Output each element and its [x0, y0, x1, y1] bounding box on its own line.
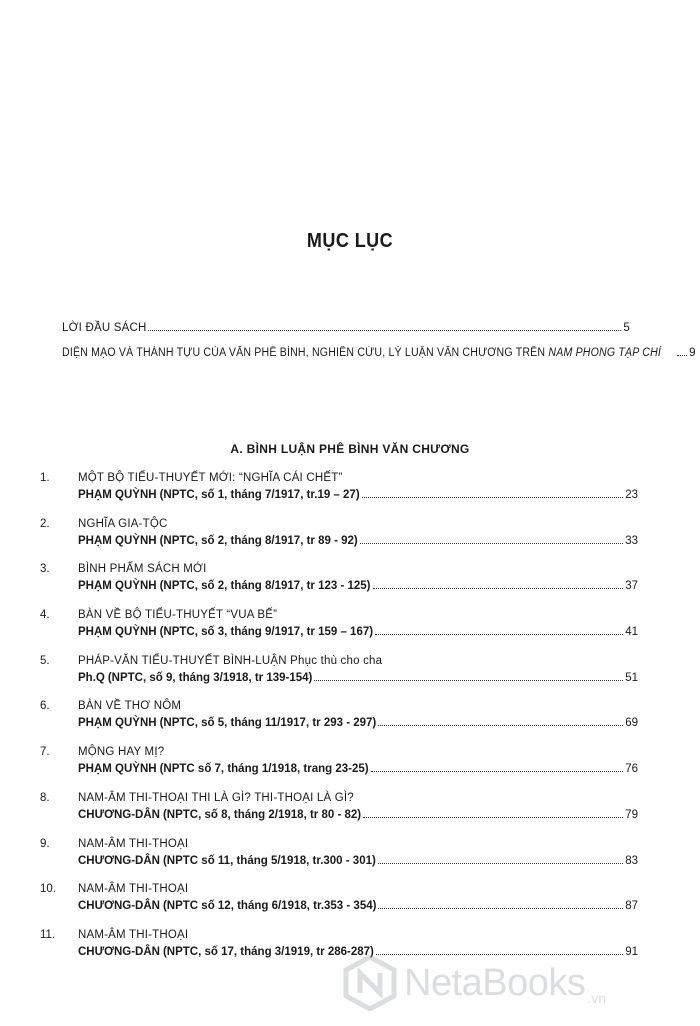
entry-author: PHẠM QUỲNH: [78, 534, 157, 547]
entry-number: 1.: [40, 472, 50, 484]
entry-title: NAM-ÂM THI-THOẠI THI LÀ GÌ? THI-THOẠI LÀ GÌ?: [78, 791, 354, 804]
entry-citation: [78, 489, 638, 501]
entry-title: NAM-ÂM THI-THOẠI: [78, 883, 189, 896]
entry-author: PHẠM QUỲNH: [78, 717, 157, 730]
toc-page-number: 51: [625, 671, 638, 684]
dot-leader: [371, 770, 624, 772]
toc-intro-title: LỜI ĐẦU SÁCH: [62, 322, 147, 334]
dot-leader: [363, 816, 623, 818]
entry-number: 8.: [40, 791, 50, 804]
toc-page-number: 91: [625, 945, 638, 958]
entry-number: 6.: [40, 700, 50, 713]
entry-title: MỘNG HAY MỊ?: [78, 746, 165, 759]
entry-author: PHẠM QUỲNH: [78, 763, 157, 776]
entry-author: CHƯƠNG-DÂN: [78, 808, 160, 821]
toc-page-number: 76: [625, 763, 638, 776]
page-title: MỤC LỤC: [306, 230, 394, 252]
entry-number: 9.: [40, 837, 50, 850]
entry-citation: [78, 855, 638, 867]
watermark: [342, 945, 682, 1018]
toc-entry[interactable]: [40, 792, 638, 838]
entry-title: BÀN VỀ BỘ TIỂU-THUYẾT “VUA BẾ”: [78, 609, 278, 622]
entry-source: (NPTC, số 9, tháng 3/1918, tr 139-154): [107, 671, 313, 684]
entry-citation: [78, 535, 638, 547]
dot-leader: [148, 329, 621, 331]
entry-number: 4.: [40, 609, 50, 622]
entry-title: BÌNH PHẨM SÁCH MỚI: [78, 563, 207, 576]
toc-entry[interactable]: [40, 883, 638, 929]
toc-intro-title: DIỆN MẠO VÀ THÀNH TỰU CỦA VĂN PHÊ BÌNH, NGHIÊN CỨU, LÝ LUẬN VĂN CHƯƠNG TRÊN NAM PHONG TẠP CHÍ: [62, 347, 662, 359]
journal-name: NAM PHONG TẠP CHÍ: [548, 347, 662, 359]
entry-title: MỘT BỘ TIỂU-THUYẾT MỚI: “NGHĨA CÁI CHẾT”: [78, 472, 343, 484]
watermark-brand: NetaBooks: [404, 961, 586, 1004]
entry-citation: [78, 580, 638, 592]
dot-leader: [314, 679, 623, 681]
dot-leader: [362, 496, 624, 498]
toc-page-number: 41: [625, 626, 638, 639]
toc-page-number: 87: [625, 900, 638, 913]
toc-page-number: 79: [625, 808, 638, 821]
entry-author: CHƯƠNG-DÂN: [78, 945, 160, 958]
entry-title: NAM-ÂM THI-THOẠI: [78, 837, 189, 850]
toc-entry[interactable]: [40, 472, 638, 518]
entry-number: 3.: [40, 563, 50, 576]
toc-page-number: 33: [625, 534, 638, 547]
intro-list: [62, 322, 696, 372]
entry-source: (NPTC số 7, tháng 1/1918, trang 23-25): [159, 763, 369, 776]
entry-source: (NPTC, số 17, tháng 3/1919, tr 286-287): [162, 945, 374, 958]
entry-author: PHẠM QUỲNH: [78, 489, 157, 501]
toc-entry[interactable]: [40, 609, 638, 655]
entry-number: 5.: [40, 654, 50, 667]
section-heading: A. BÌNH LUẬN PHÊ BÌNH VĂN CHƯƠNG: [230, 442, 470, 456]
dot-leader: [373, 587, 624, 589]
toc-entry[interactable]: [40, 700, 638, 746]
entry-source: (NPTC số 12, tháng 6/1918, tr.353 - 354): [162, 900, 377, 913]
toc-intro-row[interactable]: [62, 347, 696, 372]
entry-source: (NPTC, số 2, tháng 8/1917, tr 123 - 125): [159, 580, 371, 593]
entry-number: 7.: [40, 746, 50, 759]
entry-source: (NPTC, số 8, tháng 2/1918, tr 80 - 82): [162, 808, 362, 821]
entry-citation: [78, 809, 638, 821]
dot-leader: [360, 542, 623, 544]
entry-number: 2.: [40, 517, 50, 530]
toc-entry[interactable]: [40, 838, 638, 884]
entry-number: 11.: [40, 928, 56, 941]
netabooks-logo-icon: [342, 955, 398, 1011]
entry-title: PHÁP-VĂN TIỂU-THUYẾT BÌNH-LUẬN Phục thù cho cha: [78, 654, 383, 667]
entry-title: NGHĨA GIA-TỘC: [78, 517, 168, 530]
entry-citation: [78, 900, 638, 912]
entry-source: (NPTC số 11, tháng 5/1918, tr.300 - 301): [162, 854, 376, 867]
toc-page-number: 5: [623, 322, 630, 334]
toc-page-number: 37: [625, 580, 638, 593]
entry-citation: [78, 672, 638, 684]
entry-title: BÀN VỀ THƠ NÔM: [78, 700, 182, 713]
dot-leader: [378, 907, 623, 909]
entry-source: (NPTC, số 2, tháng 8/1917, tr 89 - 92): [159, 534, 358, 547]
entry-source: (NPTC, số 5, tháng 11/1917, tr 293 - 297): [159, 717, 377, 730]
entry-author: CHƯƠNG-DÂN: [78, 854, 160, 867]
entry-citation: [78, 717, 638, 729]
entry-citation: [78, 626, 638, 638]
toc-entries: [40, 472, 638, 975]
entry-source: (NPTC, số 3, tháng 9/1917, tr 159 – 167): [159, 626, 374, 639]
watermark-suffix: .vn: [587, 990, 607, 1006]
dot-leader: [375, 633, 623, 635]
entry-author: CHƯƠNG-DÂN: [78, 900, 160, 913]
toc-entry[interactable]: [40, 563, 638, 609]
entry-author: PHẠM QUỲNH: [78, 626, 157, 639]
toc-page-number: 69: [625, 717, 638, 730]
entry-citation: [78, 763, 638, 775]
entry-title: NAM-ÂM THI-THOẠI: [78, 928, 189, 941]
entry-number: 10.: [40, 883, 56, 896]
toc-entry[interactable]: [40, 518, 638, 564]
dot-leader: [378, 724, 623, 726]
dot-leader: [677, 354, 687, 356]
toc-intro-row[interactable]: [62, 322, 630, 347]
toc-page-number: 23: [625, 489, 638, 501]
entry-author: PHẠM QUỲNH: [78, 580, 157, 593]
entry-author: Ph.Q: [78, 671, 105, 684]
toc-page-number: 83: [625, 854, 638, 867]
entry-source: (NPTC, số 1, tháng 7/1917, tr.19 – 27): [159, 489, 360, 501]
dot-leader: [378, 862, 623, 864]
toc-entry[interactable]: [40, 746, 638, 792]
toc-entry[interactable]: [40, 655, 638, 701]
toc-page-number: 9: [689, 347, 696, 359]
